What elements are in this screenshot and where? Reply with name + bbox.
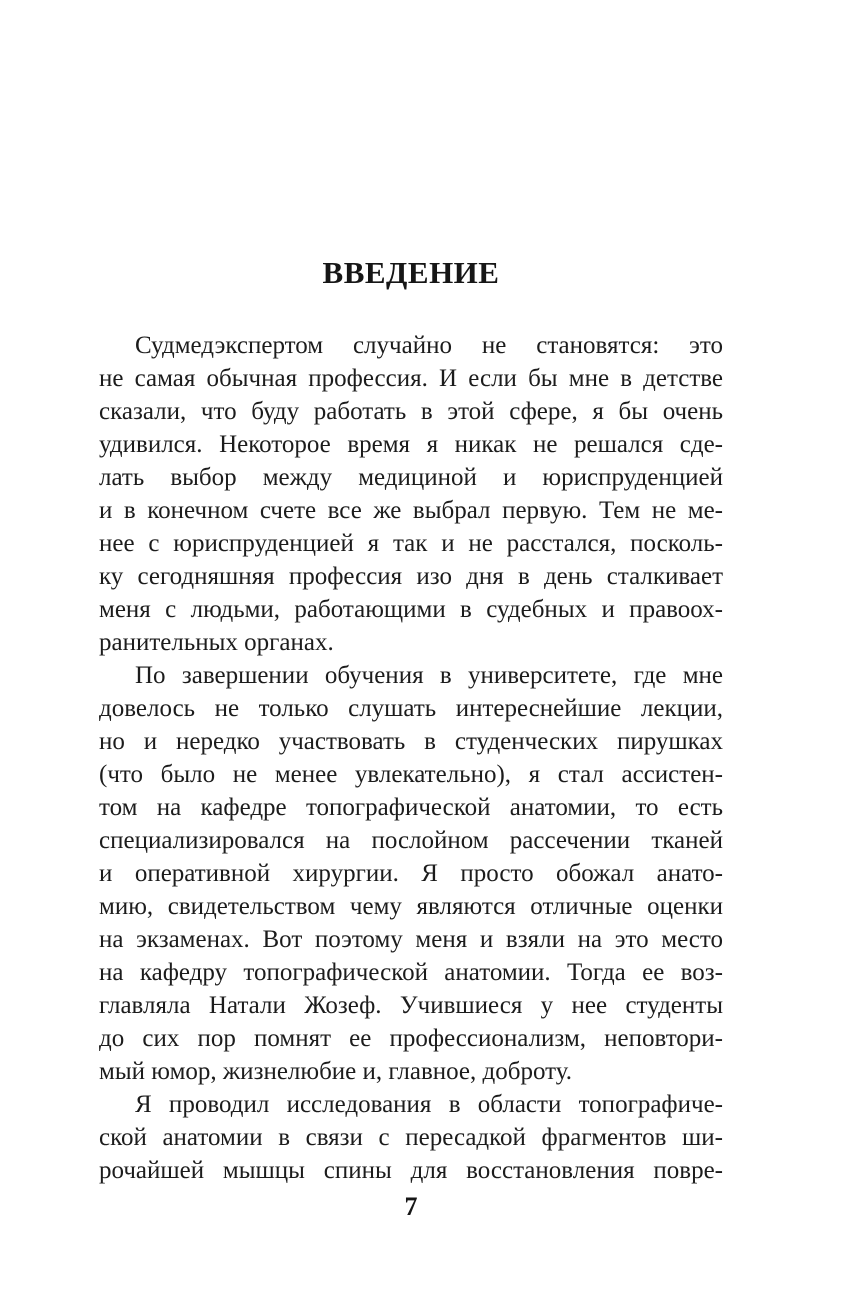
text-line: Я проводил исследования в области топографиче- — [135, 1090, 723, 1118]
text-line: главляла Натали Жозеф. Учившиеся у нее студенты — [99, 991, 723, 1019]
text-line: мый юмор, жизнелюбие и, главное, доброту. — [99, 1057, 572, 1085]
paragraph-3 — [99, 1088, 723, 1187]
text-line: том на кафедре топографической анатомии, то есть — [99, 793, 723, 821]
text-line: специализировался на послойном рассечении тканей — [99, 826, 723, 854]
text-line: до сих пор помнят ее профессионализм, неповтори- — [99, 1024, 723, 1052]
text-line: сказали, что буду работать в этой сфере, я бы очень — [99, 397, 723, 425]
text-line: ку сегодняшняя профессия изо дня в день сталкивает — [99, 562, 723, 590]
text-line: По завершении обучения в университете, где мне — [135, 661, 723, 689]
text-line: довелось не только слушать интереснейшие лекции, — [99, 694, 723, 722]
text-line: нее с юриспруденцией я так и не расстался, посколь- — [99, 529, 723, 557]
page-number: 7 — [404, 1191, 418, 1221]
text-line: рочайшей мышцы спины для восстановления повре- — [99, 1156, 723, 1184]
text-line: удивился. Некоторое время я никак не решался сде- — [99, 430, 723, 458]
text-line: меня с людьми, работающими в судебных и правоох- — [99, 595, 723, 623]
page-content — [99, 0, 723, 1222]
text-line: Судмедэкспертом случайно не становятся: это — [135, 331, 723, 359]
chapter-title: ВВЕДЕНИЕ — [322, 255, 500, 290]
text-line: ской анатомии в связи с пересадкой фрагментов ши- — [99, 1123, 723, 1151]
text-line: не самая обычная профессия. И если бы мне в детстве — [99, 364, 723, 392]
text-line: на кафедру топографической анатомии. Тогда ее воз- — [99, 958, 723, 986]
text-line: на экзаменах. Вот поэтому меня и взяли на это место — [99, 925, 723, 953]
text-line: и оперативной хирургии. Я просто обожал анато- — [99, 859, 723, 887]
text-line: лать выбор между медициной и юриспруденцией — [99, 463, 723, 491]
paragraph-1 — [99, 329, 723, 659]
text-line: мию, свидетельством чему являются отличные оценки — [99, 892, 723, 920]
text-line: (что было не менее увлекательно), я стал ассистен- — [99, 760, 723, 788]
paragraph-2 — [99, 659, 723, 1088]
text-line: но и нередко участвовать в студенческих пирушках — [99, 727, 723, 755]
text-line: ранительных органах. — [99, 628, 334, 656]
text-line: и в конечном счете все же выбрал первую. Тем не ме- — [99, 496, 723, 524]
